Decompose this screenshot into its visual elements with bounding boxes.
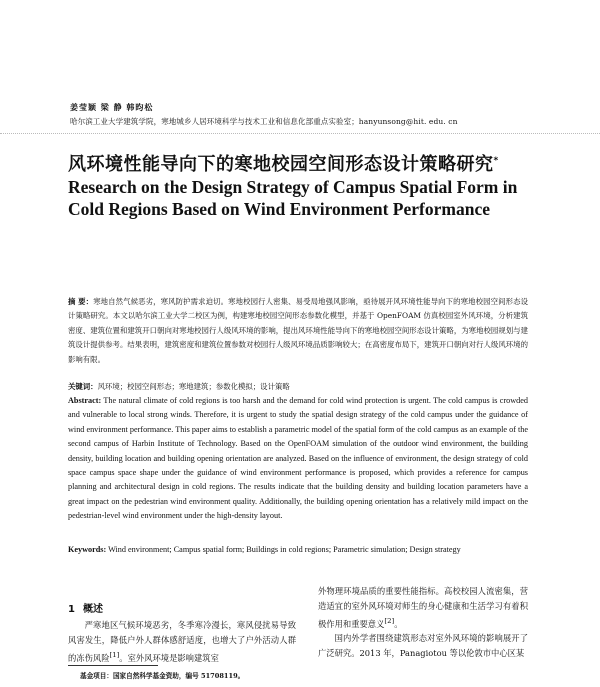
footnote-rule [68, 665, 158, 666]
chinese-title [68, 150, 499, 176]
section-title: 概述 [82, 604, 103, 615]
divider [0, 133, 600, 134]
abstract-cn-label: 摘 要： [68, 297, 94, 306]
citation: [2] [384, 616, 395, 625]
body-right-column [318, 584, 528, 661]
citation: [1] [109, 650, 120, 659]
keywords-cn [68, 380, 528, 394]
affiliation: 哈尔滨工业大学建筑学院，寒地城乡人居环境科学与技术工业和信息化部重点实验室；hanyunsong@hit. edu. cn [70, 117, 458, 126]
section-number: 1 [68, 604, 75, 615]
abstract-cn [68, 295, 528, 367]
body-left-column [68, 618, 296, 665]
body-right-paragraph-1 [318, 584, 528, 631]
keywords-en-label: Keywords: [68, 545, 107, 554]
body-right-text-1-end: 。 [394, 618, 403, 629]
footnote: 基金项目：国家自然科学基金资助，编号 51708119。 [80, 672, 245, 680]
abstract-cn-text: 寒地自然气候恶劣，寒风防护需求迫切。寒地校园行人密集、易受局地强风影响，亟待展开风环境性能导向下的寒地校园空间形态设计策略研究。本文以哈尔滨工业大学二校区为例，构建寒地校园空间形态参数化模型，并基于 OpenFOAM 仿真校园室外风环境，分析建筑密度、建筑位置和建筑开口朝向对寒地校园行人级风环境的影响，提出风环境性能导向下的寒地校园空间形态设计策略，为寒地校园规划与建筑设计提供参考。结果表明，建筑密度和建筑位置参数对校园行人级风环境品质影响较大；在高密度布局下，建筑开口朝向对行人级风环境的影响有限。 [68, 297, 528, 364]
section-heading [68, 600, 103, 615]
abstract-en [68, 394, 528, 524]
abstract-en-text: The natural climate of cold regions is too harsh and the demand for cold wind protection is urgent. The cold campus is crowded and vulnerable to local strong winds. Therefore, it is urgent to study the spatial design strategy of the cold campus under the guidance of wind environment performance. This paper aims to establish a parametric model of the spatial form of the cold campus as an example of the second campus of Harbin Institute of Technology. Based on the OpenFOAM simulation of the outdoor wind environment, the building density, building location and building opening orientation are analyzed. Based on the influence of environment, the design strategy of cold space campus space shape under the guidance of wind environment performance is proposed, which provides a reference for campus planning and architectural design in cold regions. The results indicate that the building density and building location parameters have a great impact on the pedestrian wind environment quality. Additionally, the building opening orientation has a relatively mild impact on the pedestrian-level wind environment under the high-density layout. [68, 396, 528, 521]
keywords-en-text: Wind environment; Campus spatial form; Buildings in cold regions; Parametric simulation; Design strategy [108, 545, 461, 554]
keywords-en [68, 543, 528, 557]
body-left-text: 严寒地区气候环境恶劣，冬季寒冷漫长，寒风侵扰易导致风害发生，降低户外人群体感舒适度，也增大了户外活动人群的冻伤风险 [68, 620, 296, 663]
title-footnote-mark: * [493, 156, 499, 166]
body-left-text-end: 。室外风环境是影响建筑室 [119, 652, 219, 663]
abstract-en-label: Abstract: [68, 396, 102, 405]
body-right-paragraph-2: 国内外学者围绕建筑形态对室外风环境的影响展开了广泛研究。2013 年，Panagiotou 等以伦敦市中心区某 [318, 633, 528, 658]
chinese-title-text: 风环境性能导向下的寒地校园空间形态设计策略研究 [68, 154, 494, 175]
english-title: Research on the Design Strategy of Campus Spatial Form in Cold Regions Based on Wind Environment Performance [68, 177, 518, 219]
body-right-text-1: 外物理环境品质的重要性能指标。高校校园人流密集，营造适宜的室外风环境对师生的身心健康和生活学习有着积极作用和重要意义 [318, 586, 528, 629]
authors: 姜莹颖 梁 静 韩昀松 [70, 102, 154, 112]
keywords-cn-label: 关键词： [68, 382, 98, 391]
keywords-cn-text: 风环境；校园空间形态；寒地建筑；参数化模拟；设计策略 [97, 382, 290, 391]
